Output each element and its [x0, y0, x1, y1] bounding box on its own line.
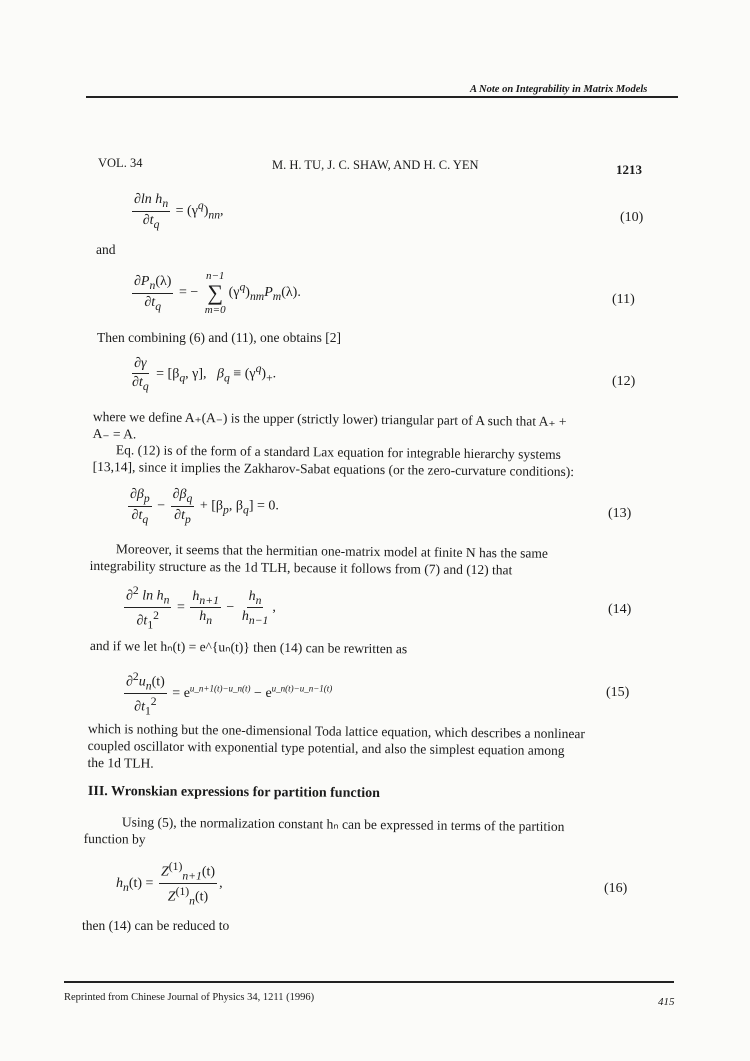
paragraph-toda-line-2: coupled oscillator with exponential type potential, and also the simplest equation among — [87, 737, 565, 758]
paragraph-then: then (14) can be reduced to — [82, 918, 230, 933]
paragraph-define-line-1: where we define A₊(A₋) is the upper (strictly lower) triangular part of A such that A₊ + — [92, 408, 567, 429]
paragraph-using-line-1: Using (5), the normalization constant hₙ can be expressed in terms of the partition — [121, 814, 565, 835]
paragraph-using-line-2: function by — [83, 830, 146, 847]
section-heading: III. Wronskian expressions for partition function — [87, 784, 380, 802]
equation-15: $\frac{\partial^2u_n(t)}{\partial t_1^2}$ = $e^{u\_n+1(t)-u\_n(t)} - e^{u\_n(t)-u\_n-1(t)}$ — [126, 670, 333, 718]
paragraph-combine: Then combining (6) and (11), one obtains [2] — [97, 330, 341, 345]
paragraph-moreover — [90, 540, 548, 579]
equation-13: $\frac{\partial\beta_p}{\partial t_q}$ − $\frac{\partial\beta_q}{\partial t_p}$ + [$\beta_p$, $\beta_q] = 0$. — [130, 487, 279, 526]
equation-12: $\frac{\partial\gamma}{\partial t_q}$ = [$\beta_q$, γ], $\beta_q \equiv (\gamma^q)_+$. — [132, 356, 277, 393]
volume-label: VOL. 34 — [98, 156, 143, 170]
footer-page-number: 415 — [658, 996, 675, 1008]
paragraph-toda-line-3: the 1d TLH. — [87, 754, 154, 771]
authors-line: M. H. TU, J. C. SHAW, AND H. C. YEN — [272, 158, 479, 172]
equation-14: $\frac{\partial^2 \ln h_n}{\partial t_1^2}$ = $\frac{h_{n+1}}{h_n}$ − $\frac{h_n}{h_{n-1}}$ , — [126, 584, 276, 632]
paragraph-toda — [87, 720, 585, 776]
equation-number-13: (13) — [608, 506, 632, 521]
paragraph-lax-line-1: Eq. (12) is of the form of a standard Lax equation for integrable hierarchy systems — [115, 442, 561, 462]
equation-number-14: (14) — [608, 602, 632, 617]
reprint-footer: Reprinted from Chinese Journal of Physics 34, 1211 (1996) — [64, 992, 315, 1003]
paragraph-define-line-2: A₋ = A. — [92, 425, 137, 442]
running-head: A Note on Integrability in Matrix Models — [470, 84, 648, 95]
paragraph-moreover-line-2: integrability structure as the 1d TLH, because it follows from (7) and (12) that — [89, 557, 513, 578]
equation-number-12: (12) — [612, 374, 636, 389]
paragraph-using — [84, 813, 565, 852]
equation-number-10: (10) — [620, 210, 644, 225]
journal-page-number: 1213 — [616, 162, 642, 177]
equation-number-11: (11) — [612, 292, 635, 307]
paragraph-moreover-line-1: Moreover, it seems that the hermitian one-matrix model at finite N has the same — [115, 541, 549, 561]
paragraph-lax — [93, 441, 575, 480]
paragraph-if-we-let: and if we let hₙ(t) = e^{uₙ(t)} then (14) can be rewritten as — [89, 637, 408, 657]
equation-10: $\frac{\partial\ln h_n}{\partial t_q}$ = $(\gamma^q)_{nn}$, — [134, 192, 224, 231]
equation-number-16: (16) — [604, 881, 628, 896]
equation-number-15: (15) — [606, 685, 630, 700]
text-and: and — [96, 242, 116, 257]
bottom-rule — [64, 981, 674, 983]
equation-16: $h_n(t)$ = $\frac{Z^{(1)}_{n+1}(t)}{Z^{(1)}_n(t)}$ , — [116, 860, 223, 908]
paragraph-lax-line-2: [13,14], since it implies the Zakharov-Sabat equations (or the zero-curvature conditions): — [92, 458, 575, 480]
equation-11: $\frac{\partial P_n(\lambda)}{\partial t_q}$ = − n−1 ∑ m=0 $(\gamma^q)_{nm}P_m(\lambda)$. — [134, 270, 301, 316]
paragraph-toda-line-1: which is nothing but the one-dimensional Toda lattice equation, which describes a nonlinear — [87, 720, 586, 742]
top-rule — [86, 96, 678, 98]
